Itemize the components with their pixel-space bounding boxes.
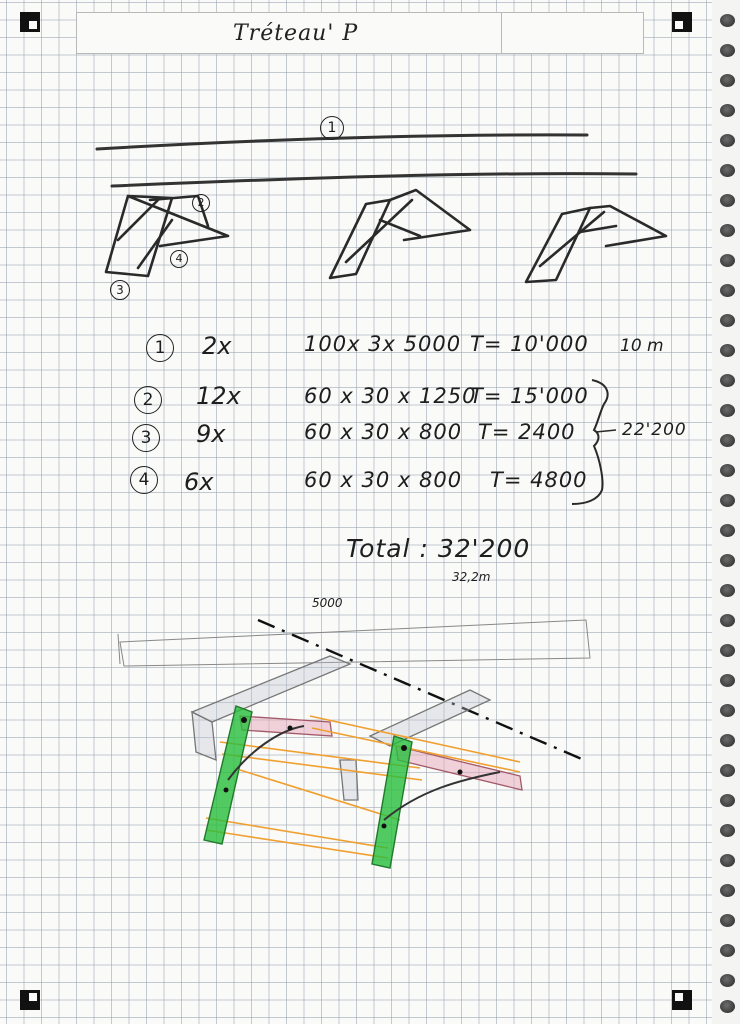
binding-hole-icon [720,674,735,687]
binding-hole-icon [720,254,735,267]
binding-hole-icon [720,344,735,357]
part-number: 3 [132,424,160,452]
scan-marker-bottom-right-icon [672,990,692,1010]
part-dimensions: 60 x 30 x 1250 [304,384,477,408]
binding-hole-icon [720,104,735,117]
binding-hole-icon [720,434,735,447]
binding-hole-icon [720,614,735,627]
part-number: 4 [130,466,158,494]
spiral-binding [716,0,740,1024]
binding-hole-icon [720,134,735,147]
binding-hole-icon [720,524,735,537]
part-quantity: 2x [202,332,232,360]
binding-hole-icon [720,554,735,567]
part-number: 2 [134,386,162,414]
binding-hole-icon [720,464,735,477]
binding-hole-icon [720,734,735,747]
sketch-label-leg: 3 [110,280,130,300]
binding-hole-icon [720,944,735,957]
grand-total: Total : 32'200 [346,534,531,563]
part-quantity: 12x [196,382,241,410]
binding-hole-icon [720,404,735,417]
binding-hole-icon [720,854,735,867]
sketch-label-brace-a: 2 [192,194,210,212]
sketch-label-brace-b: 4 [170,250,188,268]
binding-hole-icon [720,314,735,327]
part-quantity: 9x [196,420,226,448]
binding-hole-icon [720,644,735,657]
part-dimensions: 60 x 30 x 800 [304,468,463,492]
part-quantity: 6x [184,468,214,496]
binding-hole-icon [720,374,735,387]
binding-hole-icon [720,584,735,597]
binding-hole-icon [720,914,735,927]
binding-hole-icon [720,794,735,807]
binding-hole-icon [720,884,735,897]
binding-hole-icon [720,974,735,987]
binding-hole-icon [720,704,735,717]
page-title: Tréteau' P [233,21,359,46]
part-total: T= 10'000 [470,332,589,356]
binding-hole-icon [720,764,735,777]
part-dimensions: 60 x 30 x 800 [304,420,463,444]
binding-hole-icon [720,494,735,507]
part-total: T= 4800 [490,468,588,492]
binding-hole-icon [720,164,735,177]
subtotal-value: 22'200 [622,420,687,440]
perspective-dimension: 5000 [312,596,343,610]
binding-hole-icon [720,284,735,297]
binding-hole-icon [720,224,735,237]
binding-hole-icon [720,194,735,207]
grand-total-meters: 32,2m [452,570,491,584]
sketch-label-beam: 1 [320,116,344,140]
part-length-note: 10 m [620,336,664,356]
scan-marker-bottom-left-icon [20,990,40,1010]
part-total: T= 2400 [478,420,576,444]
binding-hole-icon [720,44,735,57]
binding-hole-icon [720,14,735,27]
binding-hole-icon [720,824,735,837]
binding-hole-icon [720,1000,735,1013]
part-total: T= 15'000 [470,384,589,408]
part-number: 1 [146,334,174,362]
binding-hole-icon [720,74,735,87]
part-dimensions: 100x 3x 5000 [304,332,462,356]
